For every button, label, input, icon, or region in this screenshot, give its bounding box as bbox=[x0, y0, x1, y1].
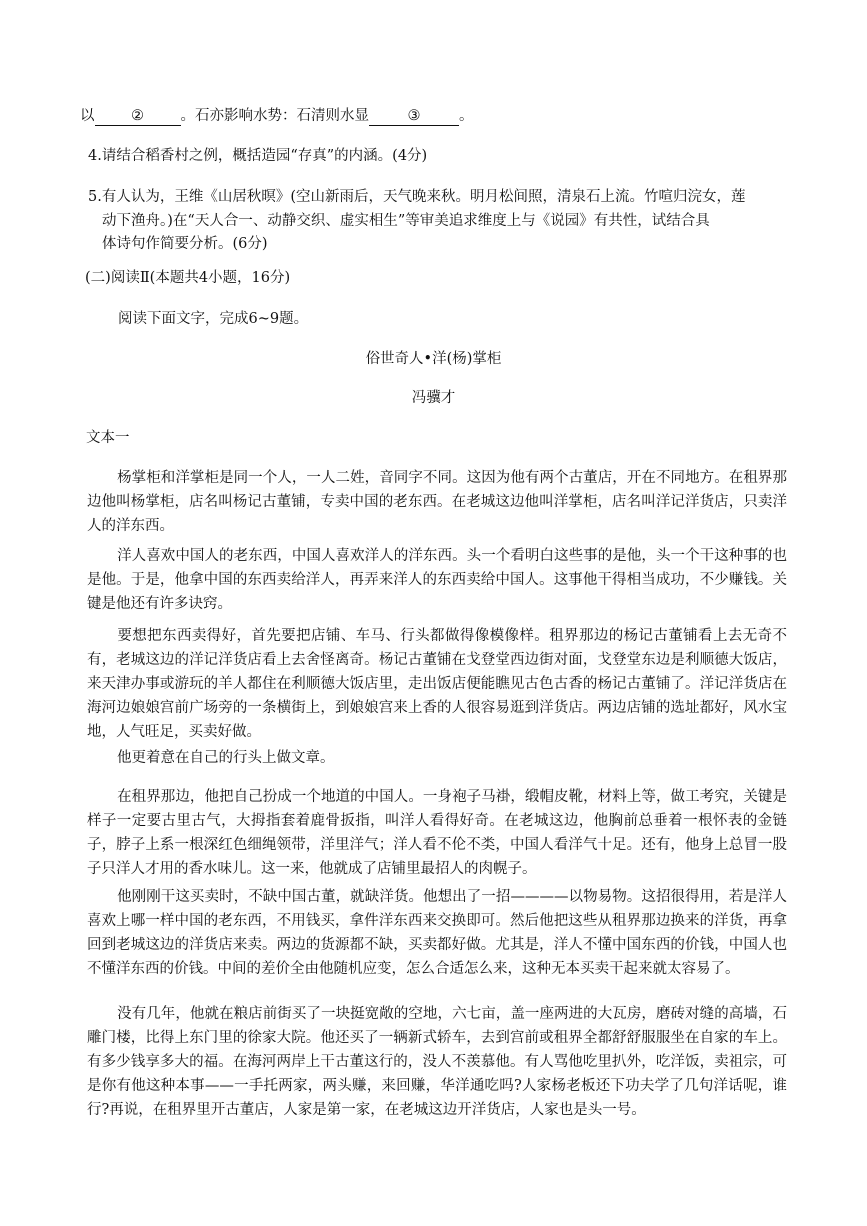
question-5-number: 5. bbox=[88, 189, 102, 205]
paragraph-7 bbox=[87, 1002, 787, 1122]
fill-prefix: 以 bbox=[80, 108, 95, 124]
paragraph-2 bbox=[87, 544, 787, 616]
paragraph-2-text: 洋人喜欢中国人的老东西，中国人喜欢洋人的洋东西。头一个看明白这些事的是他，头一个干这种事的也是他。于是，他拿中国的东西卖给洋人，再弄来洋人的东西卖给中国人。这事他干得相当成功，不少赚钱。关键是他还有许多诀窍。 bbox=[87, 548, 787, 612]
paragraph-5 bbox=[87, 785, 787, 881]
text-label: 文本一 bbox=[86, 430, 130, 446]
fill-middle: 。石亦影响水势：石清则水显 bbox=[180, 108, 369, 124]
blank-3[interactable]: ③ bbox=[369, 107, 459, 126]
question-5-text-3: 体诗句作简要分析。(6分) bbox=[102, 236, 268, 252]
question-5-line3 bbox=[102, 234, 268, 254]
fill-blank-line bbox=[80, 106, 474, 126]
section-heading: (二)阅读Ⅱ(本题共4小题，16分) bbox=[85, 270, 291, 286]
article-author: 冯骥才 bbox=[411, 390, 456, 406]
paragraph-1-text: 杨掌柜和洋掌柜是同一个人，一人二姓，音同字不同。这因为他有两个古董店，开在不同地方。在租界那边他叫杨掌柜，店名叫杨记古董铺，专卖中国的老东西。在老城这边他叫洋掌柜，店名叫洋记洋货店，只卖洋人的洋东西。 bbox=[87, 470, 787, 534]
question-5-line2 bbox=[102, 211, 710, 231]
paragraph-6 bbox=[87, 885, 787, 981]
paragraph-3 bbox=[87, 624, 787, 744]
paragraph-1 bbox=[87, 466, 787, 538]
question-4-number: 4. bbox=[88, 148, 102, 164]
fill-suffix: 。 bbox=[459, 108, 474, 124]
paragraph-3-text: 要想把东西卖得好，首先要把店铺、车马、行头都做得像模像样。租界那边的杨记古董铺看上去无奇不有，老城这边的洋记洋货店看上去舍怪离奇。杨记古董铺在戈登堂西边街对面，戈登堂东边是利顺德大饭店，来天津办事或游玩的羊人都住在利顺德大饭店里，走出饭店便能瞧见古色古香的杨记古董铺了。洋记洋货店在海河边娘娘宫前广场旁的一条横街上，到娘娘宫来上香的人很容易逛到洋货店。两边店铺的选址都好，风水宝地，人气旺足，买卖好做。 bbox=[87, 628, 787, 740]
paragraph-6-text: 他刚刚干这买卖时，不缺中国古董，就缺洋货。他想出了一招————以物易物。这招很得用，若是洋人喜欢上哪一样中国的老东西，不用钱买，拿件洋东西来交换即可。然后他把这些从租界那边换来的洋货，再拿回到老城这边的洋货店来卖。两边的货源都不缺，买卖都好做。尤其是，洋人不懂中国东西的价钱，中国人也不懂洋东西的价钱。中间的差价全由他随机应变，怎么合适怎么来，这种无本买卖干起来就太容易了。 bbox=[87, 889, 787, 977]
question-5-text-1: 有人认为，王维《山居秋暝》(空山新雨后，天气晚来秋。明月松间照，清泉石上流。竹喧归浣女，莲 bbox=[101, 189, 746, 205]
article-title: 俗世奇人•洋(杨)掌柜 bbox=[365, 351, 502, 367]
paragraph-4 bbox=[87, 746, 787, 770]
question-5-line1 bbox=[88, 187, 746, 207]
question-4 bbox=[88, 146, 427, 166]
reading-instruction: 阅读下面文字，完成6~9题。 bbox=[118, 311, 309, 327]
blank-2[interactable]: ② bbox=[95, 107, 181, 126]
question-5-text-2: 动下渔舟。)在“天人合一、动静交织、虚实相生”等审美追求维度上与《说园》有共性，试结合具 bbox=[102, 213, 710, 229]
question-4-text: 请结合稻香村之例，概括造园“存真”的内涵。(4分) bbox=[101, 148, 428, 164]
paragraph-5-text: 在租界那边，他把自己扮成一个地道的中国人。一身袍子马褂，缎帽皮靴，材料上等，做工考究，关键是样子一定要古里古气，大拇指套着鹿骨扳指，叫洋人看得好奇。在老城这边，他胸前总垂着一根怀表的金链子，脖子上系一根深红色细绳领带，洋里洋气；洋人看不伦不类，中国人看洋气十足。还有，他身上总冒一股子只洋人才用的香水味儿。这一来，他就成了店铺里最招人的肉幌子。 bbox=[87, 789, 787, 877]
paragraph-7-text: 没有几年，他就在粮店前街买了一块挺宽敞的空地，六七亩，盖一座两进的大瓦房，磨砖对缝的高墙，石雕门楼，比得上东门里的徐家大院。他还买了一辆新式轿车，去到宫前或租界全都舒舒服服坐在自家的车上。有多少钱享多大的福。在海河两岸上干古董这行的，没人不羡慕他。有人骂他吃里扒外，吃洋饭，卖祖宗，可是你有他这种本事——一手托两家，两头赚，来回赚，华洋通吃吗?人家杨老板还下功夫学了几句洋话呢，谁行?再说，在租界里开古董店，人家是第一家，在老城这边开洋货店，人家也是头一号。 bbox=[87, 1006, 787, 1118]
paragraph-4-text: 他更着意在自己的行头上做文章。 bbox=[117, 750, 335, 766]
